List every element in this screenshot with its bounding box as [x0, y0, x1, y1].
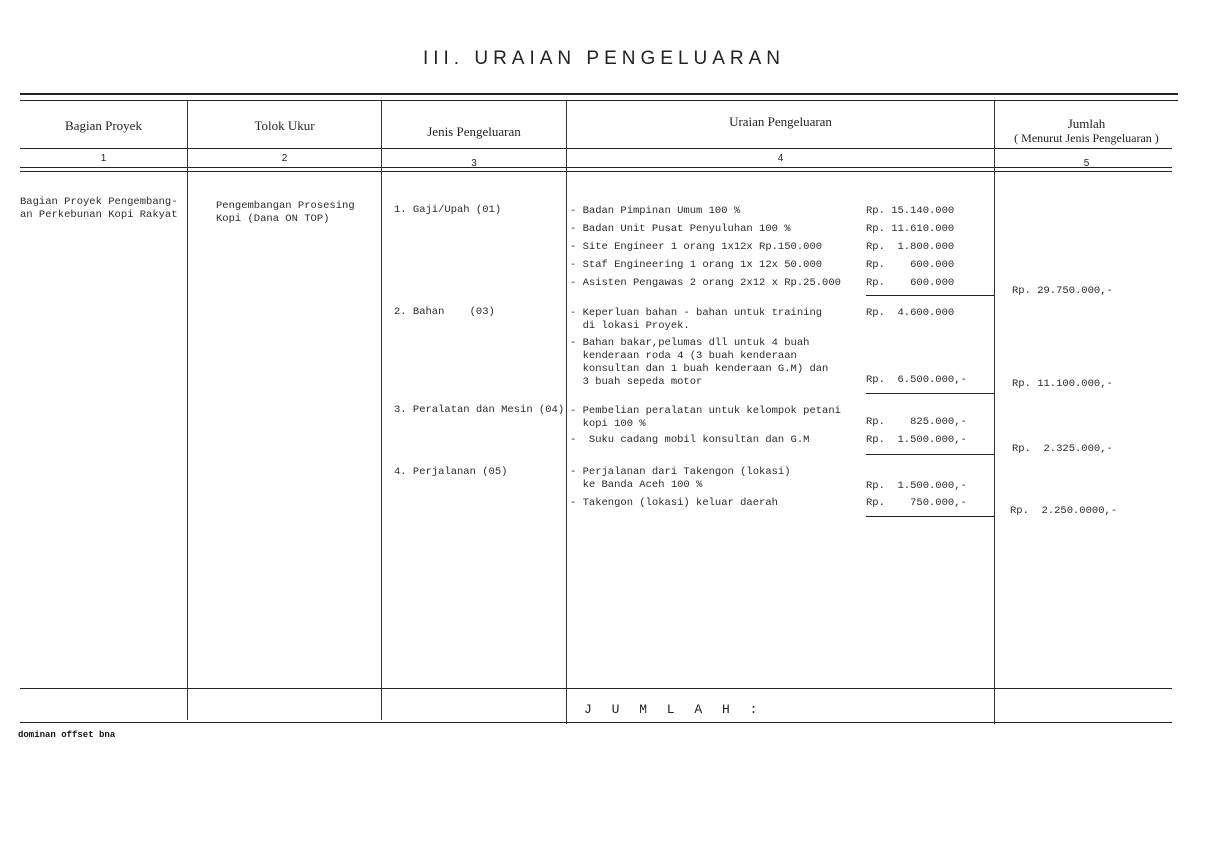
- header-jumlah: Jumlah: [1067, 116, 1106, 131]
- uraian-item: - Bahan bakar,pelumas dll untuk 4 buah kenderaan roda 4 (3 buah kenderaan konsultan dan 1 buah kenderaan G.M) dan 3 buah sepeda motor: [570, 337, 829, 388]
- uraian-amount: Rp. 4.600.000: [866, 307, 955, 319]
- group-total: Rp. 2.325.000,-: [1012, 443, 1113, 455]
- uraian-amount: Rp. 11.610.000: [866, 223, 955, 235]
- jumlah-row-bottom-rule: [20, 722, 1172, 723]
- group-total: Rp. 11.100.000,-: [1012, 378, 1113, 390]
- jenis-pengeluaran: 4. Perjalanan (05): [394, 466, 508, 478]
- table-top-rule-2: [20, 100, 1178, 101]
- header-bagian-proyek: Bagian Proyek: [65, 118, 142, 133]
- number-row-bottom-rule-2: [20, 171, 1172, 172]
- col-divider-4: [994, 100, 995, 724]
- col-divider-3: [566, 100, 567, 724]
- subtotal-rule: [866, 516, 994, 517]
- uraian-item: - Site Engineer 1 orang 1x12x Rp.150.000: [570, 241, 823, 253]
- column-number: 3: [471, 158, 477, 169]
- footer-note: dominan offset bna: [18, 730, 116, 740]
- bagian-proyek-line-2: an Perkebunan Kopi Rakyat: [20, 209, 178, 221]
- column-number: 4: [777, 153, 784, 164]
- jenis-pengeluaran: 1. Gaji/Upah (01): [394, 204, 502, 216]
- header-uraian-pengeluaran: Uraian Pengeluaran: [729, 114, 832, 129]
- uraian-item: - Badan Pimpinan Umum 100 %: [570, 205, 741, 217]
- uraian-amount: Rp. 600.000: [866, 259, 955, 271]
- col-divider-1: [187, 100, 188, 720]
- uraian-amount: Rp. 750.000,-: [866, 497, 967, 509]
- uraian-amount: Rp. 825.000,-: [866, 416, 967, 428]
- subtotal-rule: [866, 393, 994, 394]
- column-number: 1: [100, 153, 107, 164]
- group-total: Rp. 29.750.000,-: [1012, 285, 1113, 297]
- uraian-amount: Rp. 6.500.000,-: [866, 374, 967, 386]
- subtotal-rule: [866, 295, 994, 296]
- uraian-item: - Keperluan bahan - bahan untuk training di lokasi Proyek.: [570, 307, 823, 332]
- uraian-item: - Perjalanan dari Takengon (lokasi) ke Banda Aceh 100 %: [570, 466, 791, 491]
- jenis-pengeluaran: 3. Peralatan dan Mesin (04): [394, 404, 565, 416]
- jumlah-label: J U M L A H :: [584, 702, 764, 717]
- uraian-item: - Badan Unit Pusat Penyuluhan 100 %: [570, 223, 791, 235]
- bagian-proyek-line-1: Bagian Proyek Pengembang-: [20, 196, 178, 208]
- header-tolok-ukur: Tolok Ukur: [254, 118, 315, 133]
- uraian-amount: Rp. 1.800.000: [866, 241, 955, 253]
- header-jumlah-subtitle: ( Menurut Jenis Pengeluaran ): [1014, 131, 1159, 145]
- uraian-item: - Staf Engineering 1 orang 1x 12x 50.000: [570, 259, 823, 271]
- col-divider-2: [381, 100, 382, 720]
- header-bottom-rule: [20, 148, 1172, 149]
- uraian-amount: Rp. 15.140.000: [866, 205, 955, 217]
- column-number: 5: [1083, 158, 1090, 169]
- uraian-item: - Asisten Pengawas 2 orang 2x12 x Rp.25.000: [570, 277, 841, 289]
- uraian-item: - Pembelian peralatan untuk kelompok petani kopi 100 %: [570, 405, 841, 430]
- uraian-amount: Rp. 1.500.000,-: [866, 434, 967, 446]
- jumlah-row-top-rule: [20, 688, 1172, 689]
- subtotal-rule: [866, 454, 994, 455]
- tolok-ukur-line-2: Kopi (Dana ON TOP): [216, 213, 330, 225]
- table-top-rule: [20, 93, 1178, 95]
- tolok-ukur-line-1: Pengembangan Prosesing: [216, 200, 355, 212]
- group-total: Rp. 2.250.0000,-: [1010, 505, 1118, 517]
- jenis-pengeluaran: 2. Bahan (03): [394, 306, 495, 318]
- header-jenis-pengeluaran: Jenis Pengeluaran: [427, 124, 521, 139]
- uraian-item: - Suku cadang mobil konsultan dan G.M: [570, 434, 810, 446]
- page-title: III. URAIAN PENGELUARAN: [422, 48, 786, 69]
- uraian-item: - Takengon (lokasi) keluar daerah: [570, 497, 778, 509]
- uraian-amount: Rp. 1.500.000,-: [866, 480, 967, 492]
- uraian-amount: Rp. 600.000: [866, 277, 955, 289]
- column-number: 2: [281, 153, 288, 164]
